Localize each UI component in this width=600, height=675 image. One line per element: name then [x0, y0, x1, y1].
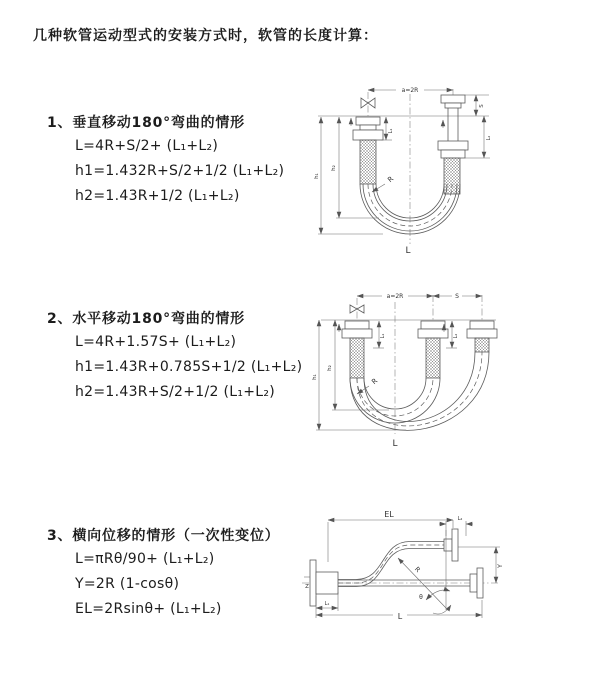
radius-callout: [357, 377, 379, 394]
right-pipe-fitting: [467, 321, 497, 338]
theta-label: θ: [419, 594, 423, 601]
dim-h1-label: h₁: [312, 374, 318, 380]
dim-s-label: S: [455, 293, 459, 300]
section-1-formula-L: L=4R+S/2+ (L₁+L₂): [75, 138, 219, 154]
dim-a2r-label: a=2R: [386, 293, 404, 300]
dim-s-label: S: [479, 104, 485, 108]
dim-l1-label: L₁: [324, 601, 330, 607]
dim-h2-label: h₂: [331, 165, 337, 171]
section-3-formula-L: L=πRθ/90+ (L₁+L₂): [75, 551, 215, 567]
page-title: 几种软管运动型式的安装方式时，软管的长度计算：: [33, 28, 378, 44]
section-1-formula-h2: h2=1.43R+1/2 (L₁+L₂): [75, 188, 240, 204]
dim-h1-label: h₁: [314, 173, 320, 179]
dim-l1-label: L₁: [388, 128, 394, 134]
dim-l2-label: L₂: [457, 516, 463, 522]
section-1-formula-h1: h1=1.432R+S/2+1/2 (L₁+L₂): [75, 163, 285, 179]
dim-el-label: EL: [384, 510, 394, 519]
section-2-formula-h2: h2=1.43R+S/2+1/2 (L₁+L₂): [75, 384, 276, 400]
hose-u-bend-shifted: [350, 352, 489, 430]
dim-span-a2r: [368, 84, 453, 94]
dim-l2: [465, 116, 492, 158]
left-pipe-fitting: [342, 321, 372, 338]
radius-label: R: [412, 565, 422, 575]
centerlines: [357, 295, 482, 434]
dim-l-bottom-label: L: [405, 246, 411, 256]
section-3-heading: 3、横向位移的情形（一次性变位）: [47, 528, 280, 544]
dim-span-s: [433, 290, 482, 300]
middle-hose-braid: [426, 338, 440, 378]
section-2-formula-L: L=4R+1.57S+ (L₁+L₂): [75, 334, 237, 350]
dim-l: [316, 596, 482, 621]
radius-label: R: [386, 174, 396, 185]
dim-a2r-label: a=2R: [401, 87, 419, 94]
diagram-horizontal-180-bend: [311, 282, 600, 452]
dim-y-label: Y: [496, 564, 504, 568]
section-3-formula-Y: Y=2R (1-cosθ): [75, 576, 180, 592]
dim-l1: [316, 592, 338, 611]
right-hose-braid: [475, 338, 489, 352]
diagram-vertical-180-bend: [313, 76, 598, 256]
right-pipe-fitting: [438, 95, 468, 158]
section-1-heading: 1、垂直移动180°弯曲的情形: [47, 115, 245, 131]
dim-h2-label: h₂: [327, 365, 333, 371]
left-hose-braid: [360, 140, 376, 184]
left-pipe-fitting: [353, 117, 383, 140]
dim-el: [328, 510, 453, 562]
section-2-heading: 2、水平移动180°弯曲的情形: [47, 311, 245, 327]
radius-label: R: [370, 376, 380, 387]
dim-s: [465, 95, 489, 116]
axis-marker-label: Z: [305, 584, 309, 590]
dim-l1-label: L₁: [380, 333, 386, 339]
left-flange: [310, 560, 338, 606]
original-position-flange: [470, 568, 483, 598]
left-hose-braid: [350, 338, 364, 378]
dim-l-label: L: [397, 612, 403, 621]
dim-l1: [373, 321, 386, 348]
diagram-lateral-displacement: [300, 500, 600, 660]
dim-l-bottom-label: L: [392, 439, 398, 449]
section-3-formula-EL: EL=2Rsinθ+ (L₁+L₂): [75, 601, 222, 617]
middle-pipe-fitting: [418, 321, 448, 338]
dim-l2-label: L₂: [453, 333, 459, 339]
dim-span-a2r: [357, 290, 433, 300]
section-2-formula-h1: h1=1.43R+0.785S+1/2 (L₁+L₂): [75, 359, 303, 375]
dim-l2-label: L₂: [486, 135, 492, 141]
